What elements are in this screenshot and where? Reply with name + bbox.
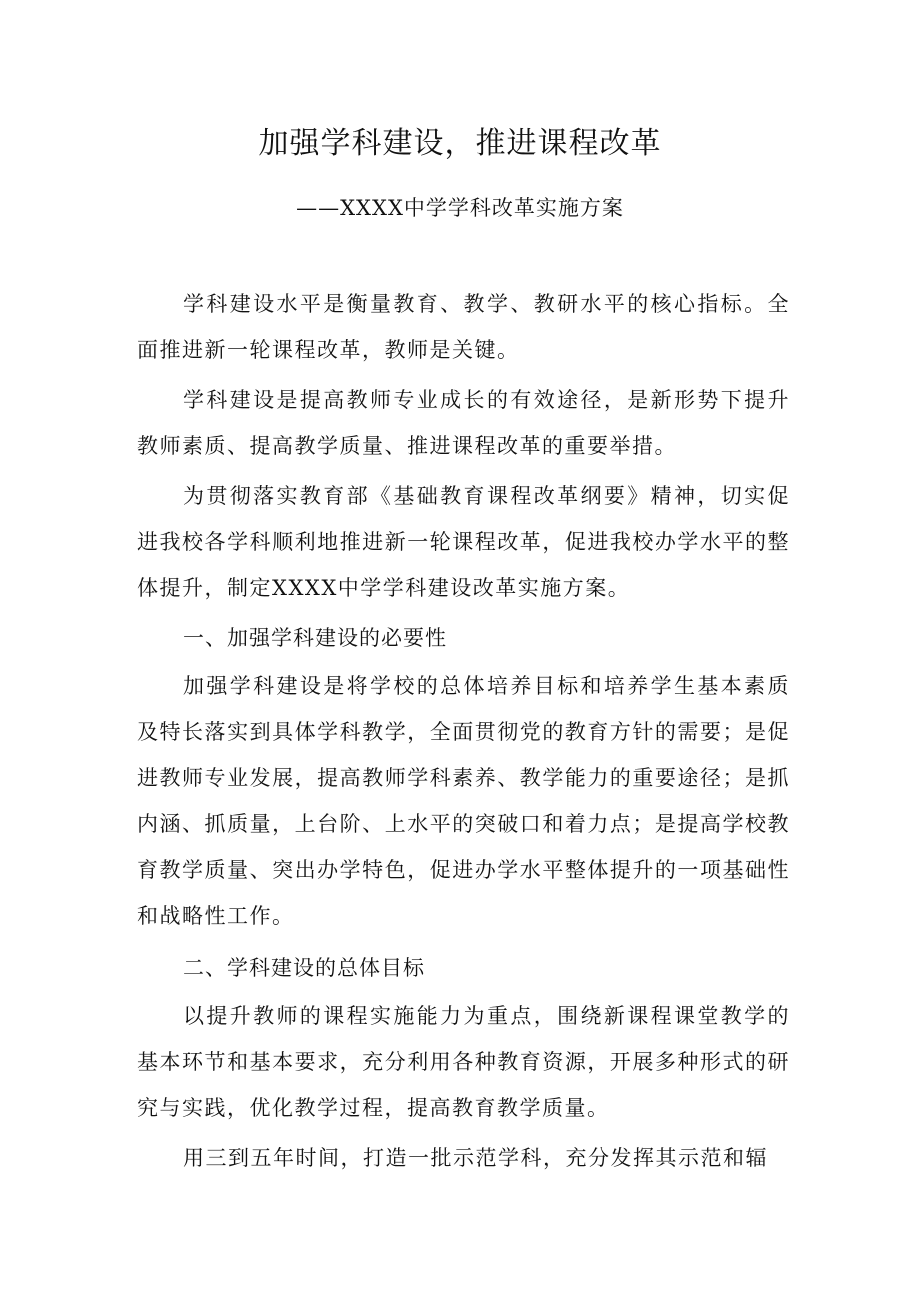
section-heading: 一、加强学科建设的必要性	[183, 626, 447, 650]
paragraph: 学科建设是提高教师专业成长的有效途径，是新形势下提升教师素质、提高教学质量、推进课程改革的重要举措。	[137, 388, 790, 458]
paragraph: 加强学科建设是将学校的总体培养目标和培养学生基本素质及特长落实到具体学科教学，全面贯彻党的教育方针的需要；是促进教师专业发展，提高教师学科素养、教学能力的重要途径；是抓内涵、抓质量，上台阶、上水平的突破口和着力点；是提高学校教育教学质量、突出办学特色，促进办学水平整体提升的一项基础性和战略性工作。	[137, 674, 790, 928]
document-body	[137, 281, 790, 1185]
paragraph: 用三到五年时间，打造一批示范学科，充分发挥其示范和辐	[183, 1146, 768, 1170]
paragraph: 学科建设水平是衡量教育、教学、教研水平的核心指标。全面推进新一轮课程改革，教师是关键。	[137, 292, 790, 362]
paragraph: 为贯彻落实教育部《基础教育课程改革纲要》精神，切实促进我校各学科顺利地推进新一轮课程改革，促进我校办学水平的整体提升，制定XXXX中学学科建设改革实施方案。	[137, 484, 790, 600]
section-heading: 二、学科建设的总体目标	[183, 956, 425, 980]
paragraph: 以提升教师的课程实施能力为重点，围绕新课程课堂教学的基本环节和基本要求，充分利用各种教育资源，开展多种形式的研究与实践，优化教学过程，提高教育教学质量。	[137, 1004, 790, 1120]
document-subtitle: ——XXXX中学学科改革实施方案	[296, 196, 624, 220]
document-title: 加强学科建设，推进课程改革	[258, 126, 662, 161]
